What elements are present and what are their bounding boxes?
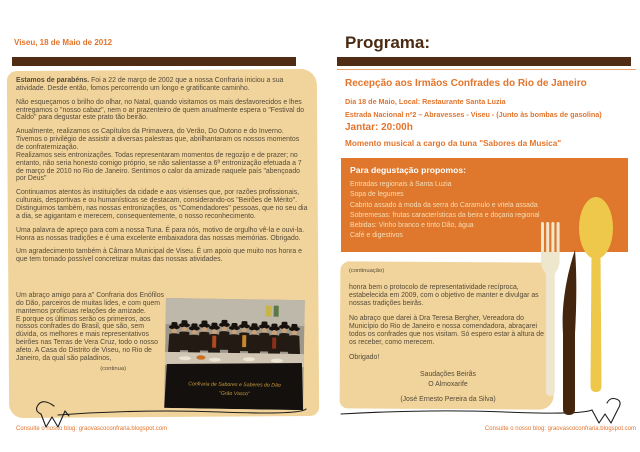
continuation-marker: (continuação) — [349, 268, 385, 274]
paragraph-intro-rest: Foi a 22 de março de 2002 que a nossa Confraria iniciou a sua atividade. Desde então, fomos percorrendo um longo e gratificante caminho. — [16, 77, 284, 92]
left-letter-column — [16, 292, 164, 372]
paragraph: Um agradecimento também à Câmara Municipal de Viseu. É um apoio que muito nos honra e que tem tomado possível concretizar muitas das nossas atividades. — [16, 248, 302, 264]
paragraph: Um abraço amigo para a" Confraria dos Enófilos do Dão, parceiros de muitas lides, e com quem mantemos profícuas relações de amizade. — [16, 292, 164, 315]
menu-item: Sopa de legumes — [350, 191, 404, 199]
left-letter-body — [16, 77, 308, 270]
paragraph: Distinguimos também, nas nossas entronizações, os "Comendadores" pessoas, que no seu dia a dia, se agigantam e merecem, consequentemente, o nosso reconhecimento. — [16, 205, 308, 220]
signature-greeting: Saudações Beirãs — [420, 370, 476, 378]
menu-heading: Para degustação propomos: — [350, 165, 467, 175]
menu-item: Cabrito assado à moda da serra do Caramulo e vitela assada — [350, 201, 538, 209]
menu-item: Sobremesas: frutas características da beira e doçaria regional — [350, 211, 540, 219]
photo-caption: "Grão Vasco" — [218, 390, 250, 398]
knife-icon — [563, 250, 577, 415]
dinner-time: Jantar: 20:00h — [345, 122, 413, 133]
orange-rule — [337, 69, 636, 70]
menu-item: Entradas regionais à Santa Luzia — [350, 181, 452, 188]
flag-icon — [266, 305, 272, 316]
paragraph: Obrigado! — [349, 353, 380, 361]
paragraph: Não esqueçamos o brilho do olhar, no Natal, quando visitamos os mais desfavorecidos e lhes entregamos o "nosso cabaz", nem o ar prazenteiro de quem anualmente espera o "Festival do Caldo" para degustar este prato tão beirão. — [16, 98, 305, 122]
photo-caption: Confraria de Sabores e Saberes do Dão — [188, 381, 281, 389]
paragraph: No abraço que darei à Dra Teresa Bergher, Vereadora do Município do Rio de Janeiro e nossa comendadora, abraçarei todos os confrades que nos visitam. Só espero estar à altura de os receber, como merecem. — [349, 314, 544, 346]
blog-link-left: Consulte o nosso blog: graovascoconfraria.blogspot.com — [16, 426, 168, 432]
cutlery-graphic — [528, 190, 636, 422]
reception-address: Estrada Nacional nº2 – Abravesses - Viseu - (Junto às bombas de gasolina) — [345, 110, 602, 119]
continuation-body — [349, 268, 547, 406]
page-title: Programa: — [345, 33, 431, 52]
reception-heading: Recepção aos Irmãos Confrades do Rio de Janeiro — [345, 78, 587, 89]
paragraph: Anualmente, realizamos os Capítulos da Primavera, do Verão, Do Outono e do Inverno. Tivemos o privilégio de assistir a diversas palestras que, abrilhantaram os nossos momentos de confraternização. — [16, 128, 300, 152]
musical-moment: Momento musical a cargo da tuna "Sabores da Musica" — [345, 139, 562, 148]
date-line: Viseu, 18 de Maio de 2012 — [14, 38, 113, 47]
signature-role: O Almoxarife — [428, 380, 468, 388]
signature-name: (José Ernesto Pereira da Silva) — [400, 395, 496, 403]
spoon-icon — [579, 197, 613, 392]
paragraph: E porque os últimos serão os primeiros, aos nossos confrades do Brasil, que são, sem dúvida, os melhores e mais representativos beirões nas Terras de Vera Cruz, todo o nosso afeto. A Casa do Distrito de Viseu, no Rio de Janeiro, da qual são paladinos, — [16, 315, 158, 362]
fork-icon — [541, 222, 560, 396]
menu-item: Bebidas: Vinho branco e tinto Dão, água — [350, 222, 474, 230]
continua-marker: (continua) — [100, 365, 126, 372]
paragraph: Continuamos atentos às instituições da cidade e aos visienses que, por razões profissionais, culturais, desportivas e ou humanísticas se destacam, considerando-os "Beirões de Mérito". — [16, 189, 300, 205]
paragraph: Uma palavra de apreço para com a nossa Tuna. É para nós, motivo de orgulho vê-la e ouvi-la. Honra as nossas tradições e é uma excelente embaixadora das nossas memórias. Obrigado. — [16, 226, 305, 242]
blog-link-right: Consulte o nosso blog: graovascoconfraria.blogspot.com — [484, 426, 636, 432]
header-bar-left — [12, 57, 296, 66]
paragraph-intro — [16, 77, 308, 93]
flag-icon — [274, 306, 279, 317]
menu-item: Café e digestivos — [350, 232, 403, 240]
reception-date-location: Dia 18 de Maio, Local: Restaurante Santa Luzia — [345, 97, 506, 106]
header-bar-right — [337, 57, 631, 66]
paragraph: honra bem o protocolo de representatividade recíproca, estabelecida em 2009, com o objetivo de manter e divulgar as nossas tradições beirãs. — [349, 283, 539, 307]
paragraph: Realizamos seis entronizações. Todas representaram momentos de regozijo e de prazer; no entanto, não seria honesto comigo próprio, se não salientasse a 6ª entronização efetuada a 7 de março de 2010 no Rio de Janeiro. Sentimos o calor da amizade naquele país "abençoado por Deus" — [16, 151, 302, 183]
paragraph-intro-lead: Estamos de parabéns. — [16, 77, 90, 84]
